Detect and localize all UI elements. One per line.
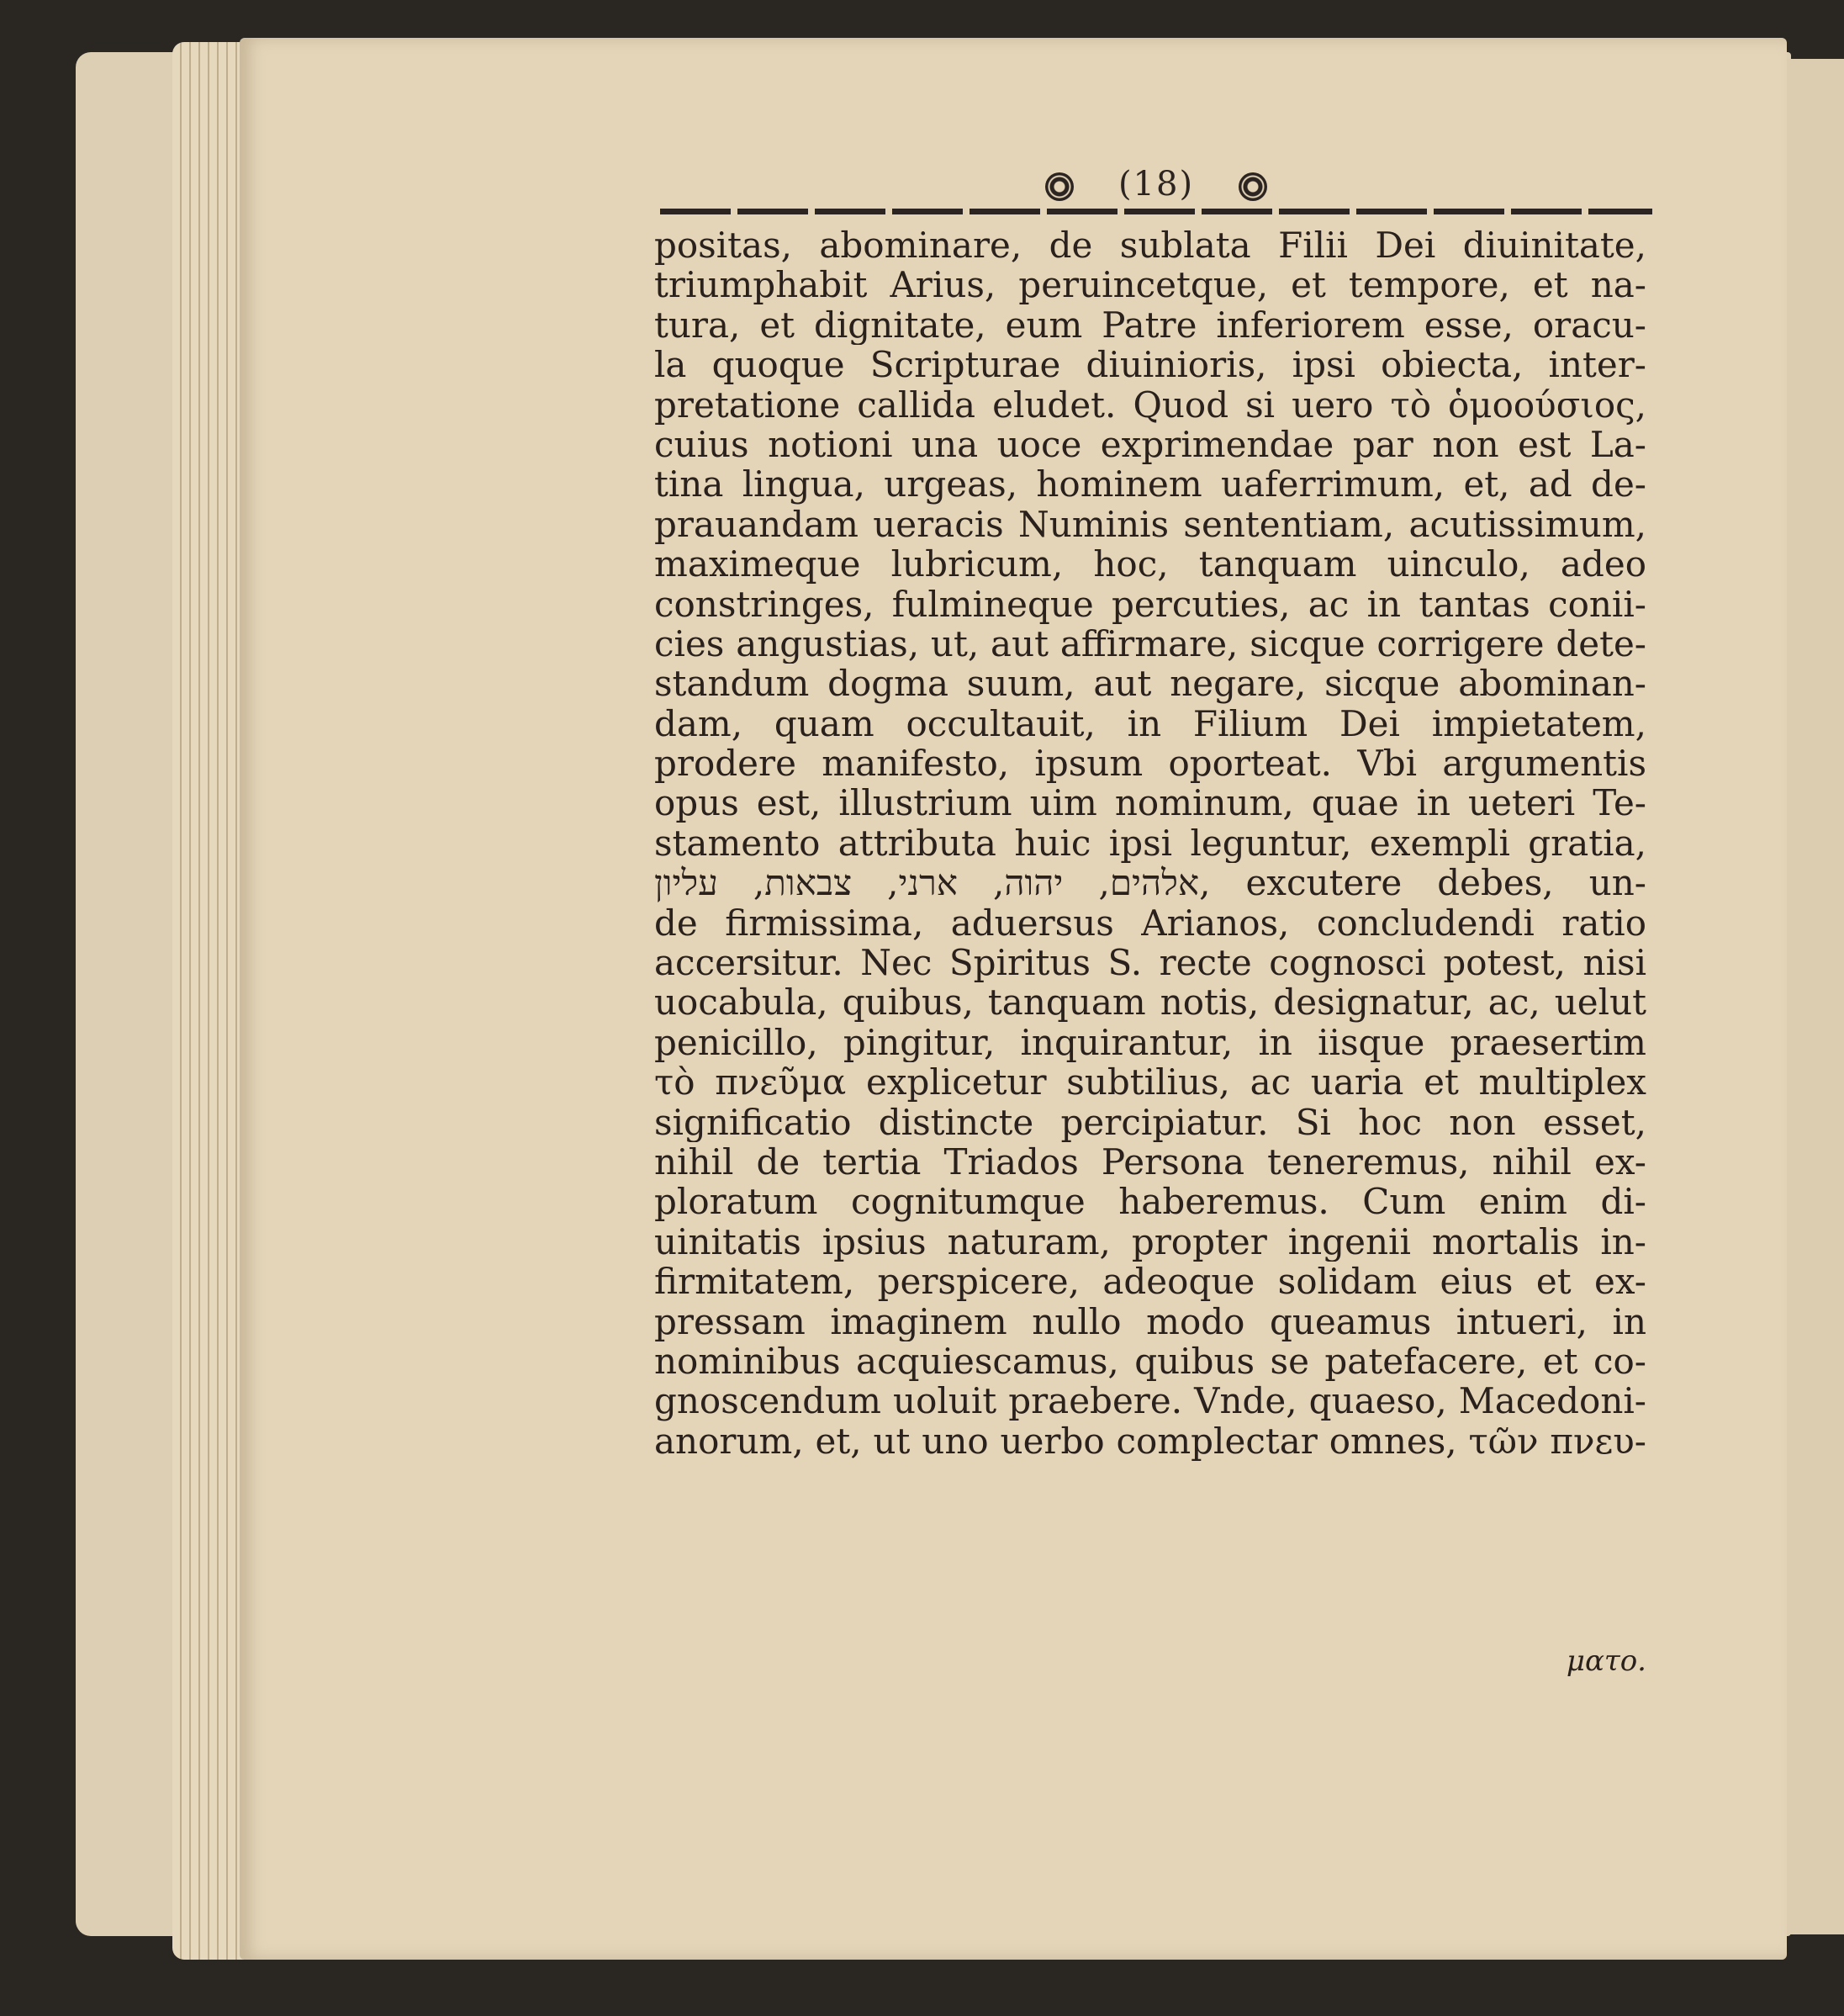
text-line: pressam imaginem nullo modo queamus intueri, in (654, 1301, 1646, 1341)
text-line: de firmissima, aduersus Arianos, concludendi ratio (654, 902, 1646, 944)
text-line: uinitatis ipsius naturam, propter ingenii mortalis in- (654, 1221, 1646, 1262)
body-text (654, 225, 1646, 1461)
text-line: significatio distincte percipiatur. Si hoc non esset, (654, 1102, 1646, 1142)
text-line: opus est, illustrium uim nominum, quae in ueteri Te- (654, 783, 1646, 823)
page-number: (18) (1117, 165, 1195, 204)
text-line: gnoscendum uoluit praebere. Vnde, quaeso, Macedoni- (654, 1381, 1646, 1421)
flower-ornament-icon (1045, 172, 1074, 201)
flower-ornament-icon (1239, 172, 1267, 201)
text-line: τὸ πνεῦμα explicetur subtilius, ac uaria et multiplex (654, 1062, 1646, 1103)
text-line: standum dogma suum, aut negare, sicque abominan- (654, 664, 1646, 704)
text-line: penicillo, pingitur, inquirantur, in iisque praesertim (654, 1022, 1646, 1063)
text-line: cies angustias, ut, aut affirmare, sicque corrigere dete- (654, 623, 1646, 664)
page-header (660, 161, 1652, 217)
text-line: tura, et dignitate, eum Patre inferiorem esse, oracu- (654, 304, 1646, 346)
text-line: triumphabit Arius, peruincetque, et tempore, et na- (654, 265, 1646, 305)
text-line: cuius notioni una uoce exprimendae par non est La- (654, 424, 1646, 465)
text-line: tina lingua, urgeas, hominem uaferrimum, et, ad de- (654, 464, 1646, 505)
text-line: accersitur. Nec Spiritus S. recte cognosci potest, nisi (654, 943, 1646, 983)
text-line: nihil de tertia Triados Persona teneremus, nihil ex- (654, 1141, 1646, 1183)
text-line: maximeque lubricum, hoc, tanquam uinculo, adeo (654, 544, 1646, 585)
text-line: positas, abominare, de sublata Filii Dei diuinitate, (654, 225, 1646, 266)
text-line: constringes, fulmineque percuties, ac in tantas conii- (654, 584, 1646, 624)
text-line: anorum, et, ut uno uerbo complectar omnes, τῶν πνευ- (654, 1421, 1646, 1462)
text-line: prauandam ueracis Numinis sententiam, acutissimum, (654, 504, 1646, 545)
text-line: la quoque Scripturae diuinioris, ipsi obiecta, inter- (654, 345, 1646, 385)
text-line: stamento attributa huic ipsi leguntur, exempli gratia, (654, 823, 1646, 864)
text-line: אלהים, יהוה, ארני, צבאות, עליון, excutere debes, un- (654, 863, 1646, 903)
catchword: ματο. (1566, 1644, 1646, 1678)
text-line: prodere manifesto, ipsum oporteat. Vbi argumentis (654, 743, 1646, 784)
text-line: firmitatem, perspicere, adeoque solidam eius et ex- (654, 1262, 1646, 1302)
folio-line (660, 165, 1652, 204)
text-line: nominibus acquiescamus, quibus se patefacere, et co- (654, 1341, 1646, 1382)
text-line: ploratum cognitumque haberemus. Cum enim di- (654, 1182, 1646, 1222)
text-line: uocabula, quibus, tanquam notis, designatur, ac, uelut (654, 982, 1646, 1023)
header-rule (660, 209, 1652, 214)
text-line: pretatione callida eludet. Quod si uero τὸ ὁμοούσιος, (654, 384, 1646, 425)
text-line: dam, quam occultauit, in Filium Dei impietatem, (654, 703, 1646, 744)
